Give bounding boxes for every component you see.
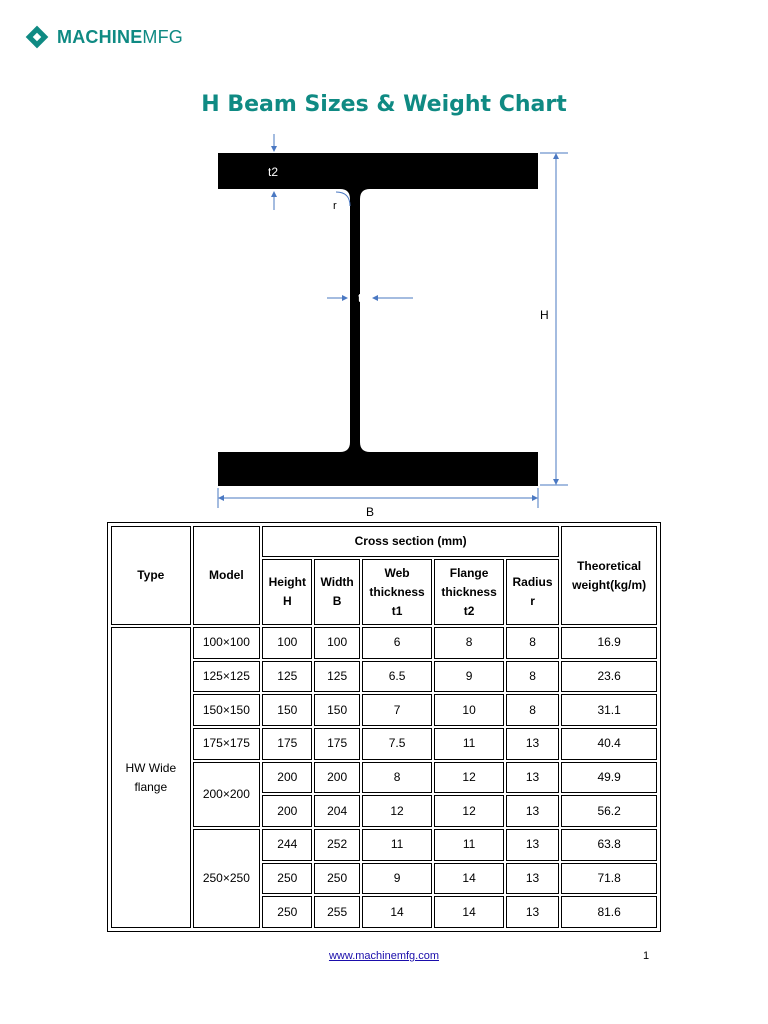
cell-radius: 8 (506, 627, 559, 659)
header-flange-thickness (434, 559, 504, 625)
table-row (111, 627, 657, 659)
cell-width: 204 (314, 795, 359, 827)
cell-web: 14 (362, 896, 433, 928)
header-flange-line1: Flange (449, 565, 489, 580)
header-web-line3: t1 (391, 603, 403, 618)
cell-weight: 81.6 (561, 896, 657, 928)
page-title: H Beam Sizes & Weight Chart (201, 92, 567, 117)
cell-radius: 13 (506, 896, 559, 928)
cell-weight: 49.9 (561, 762, 657, 794)
cell-weight: 40.4 (561, 728, 657, 760)
cell-flange: 11 (434, 728, 504, 760)
brand-name (57, 27, 183, 48)
cell-height: 175 (262, 728, 312, 760)
diamond-logo-icon (26, 26, 48, 48)
cell-flange: 14 (434, 863, 504, 895)
header-weight (561, 526, 657, 625)
model-cell: 100×100 (193, 627, 261, 659)
header-flange-line3: t2 (463, 603, 475, 618)
h-beam-table (107, 522, 661, 932)
h-beam-shape (218, 153, 538, 486)
table-row (111, 829, 657, 861)
cell-radius: 13 (506, 829, 559, 861)
brand-name-light: MFG (142, 26, 183, 47)
cell-weight: 16.9 (561, 627, 657, 659)
cell-weight: 31.1 (561, 694, 657, 726)
cell-width: 255 (314, 896, 359, 928)
cell-height: 200 (262, 795, 312, 827)
cell-flange: 10 (434, 694, 504, 726)
cell-web: 6.5 (362, 661, 433, 693)
cell-web: 12 (362, 795, 433, 827)
label-t2: t2 (268, 165, 279, 179)
header-height-line1: Height (268, 575, 306, 589)
model-cell: 125×125 (193, 661, 261, 693)
header-width-line2: B (332, 594, 342, 608)
header-web-line2: thickness (369, 584, 425, 599)
header-weight-line2: weight(kg/m) (572, 577, 647, 592)
cell-height: 125 (262, 661, 312, 693)
cell-weight: 71.8 (561, 863, 657, 895)
header-model: Model (193, 526, 261, 625)
model-cell: 250×250 (193, 829, 261, 928)
cell-web: 8 (362, 762, 433, 794)
header-weight-line1: Theoretical (577, 558, 642, 573)
cell-flange: 12 (434, 795, 504, 827)
cell-weight: 23.6 (561, 661, 657, 693)
cell-radius: 13 (506, 762, 559, 794)
header-radius-line1: Radius (512, 575, 553, 589)
cell-radius: 13 (506, 795, 559, 827)
header-height (262, 559, 312, 625)
header-web-thickness (362, 559, 433, 625)
header-height-line2: H (282, 594, 292, 608)
cell-height: 250 (262, 863, 312, 895)
header-type: Type (111, 526, 191, 625)
header-cross-section: Cross section (mm) (262, 526, 559, 557)
cell-weight: 56.2 (561, 795, 657, 827)
cell-web: 7 (362, 694, 433, 726)
type-cell (111, 627, 191, 928)
cell-width: 250 (314, 863, 359, 895)
header-flange-line2: thickness (441, 584, 497, 599)
cell-radius: 13 (506, 728, 559, 760)
cell-width: 125 (314, 661, 359, 693)
header-width-line1: Width (320, 575, 354, 589)
cell-width: 200 (314, 762, 359, 794)
cell-height: 100 (262, 627, 312, 659)
model-cell: 150×150 (193, 694, 261, 726)
cell-width: 252 (314, 829, 359, 861)
cell-radius: 8 (506, 661, 559, 693)
model-cell: 175×175 (193, 728, 261, 760)
footer-website-link[interactable]: www.machinemfg.com (328, 950, 440, 962)
h-beam-diagram (200, 130, 600, 520)
type-line1: HW Wide (125, 760, 177, 775)
cell-flange: 14 (434, 896, 504, 928)
label-H: H (540, 308, 549, 322)
cell-radius: 13 (506, 863, 559, 895)
label-r: r (333, 200, 337, 212)
table-row (111, 762, 657, 794)
cell-flange: 11 (434, 829, 504, 861)
table-row (111, 661, 657, 693)
table-row (111, 694, 657, 726)
type-line2: flange (134, 779, 168, 794)
cell-web: 6 (362, 627, 433, 659)
cell-width: 100 (314, 627, 359, 659)
cell-width: 175 (314, 728, 359, 760)
cell-flange: 12 (434, 762, 504, 794)
page-number: 1 (643, 950, 650, 962)
cell-flange: 9 (434, 661, 504, 693)
header-radius (506, 559, 559, 625)
label-t1: t1 (357, 291, 369, 305)
cell-web: 9 (362, 863, 433, 895)
table-row (111, 728, 657, 760)
model-cell: 200×200 (193, 762, 261, 827)
cell-width: 150 (314, 694, 359, 726)
cell-height: 200 (262, 762, 312, 794)
cell-web: 7.5 (362, 728, 433, 760)
label-B: B (365, 505, 375, 519)
brand-name-bold: MACHINE (57, 26, 143, 47)
brand-logo[interactable] (26, 26, 183, 48)
header-web-line1: Web (384, 565, 410, 580)
cell-web: 11 (362, 829, 433, 861)
cell-flange: 8 (434, 627, 504, 659)
cell-height: 150 (262, 694, 312, 726)
cell-weight: 63.8 (561, 829, 657, 861)
cell-radius: 8 (506, 694, 559, 726)
cell-height: 250 (262, 896, 312, 928)
header-radius-line2: r (530, 594, 535, 608)
cell-height: 244 (262, 829, 312, 861)
header-width (314, 559, 359, 625)
